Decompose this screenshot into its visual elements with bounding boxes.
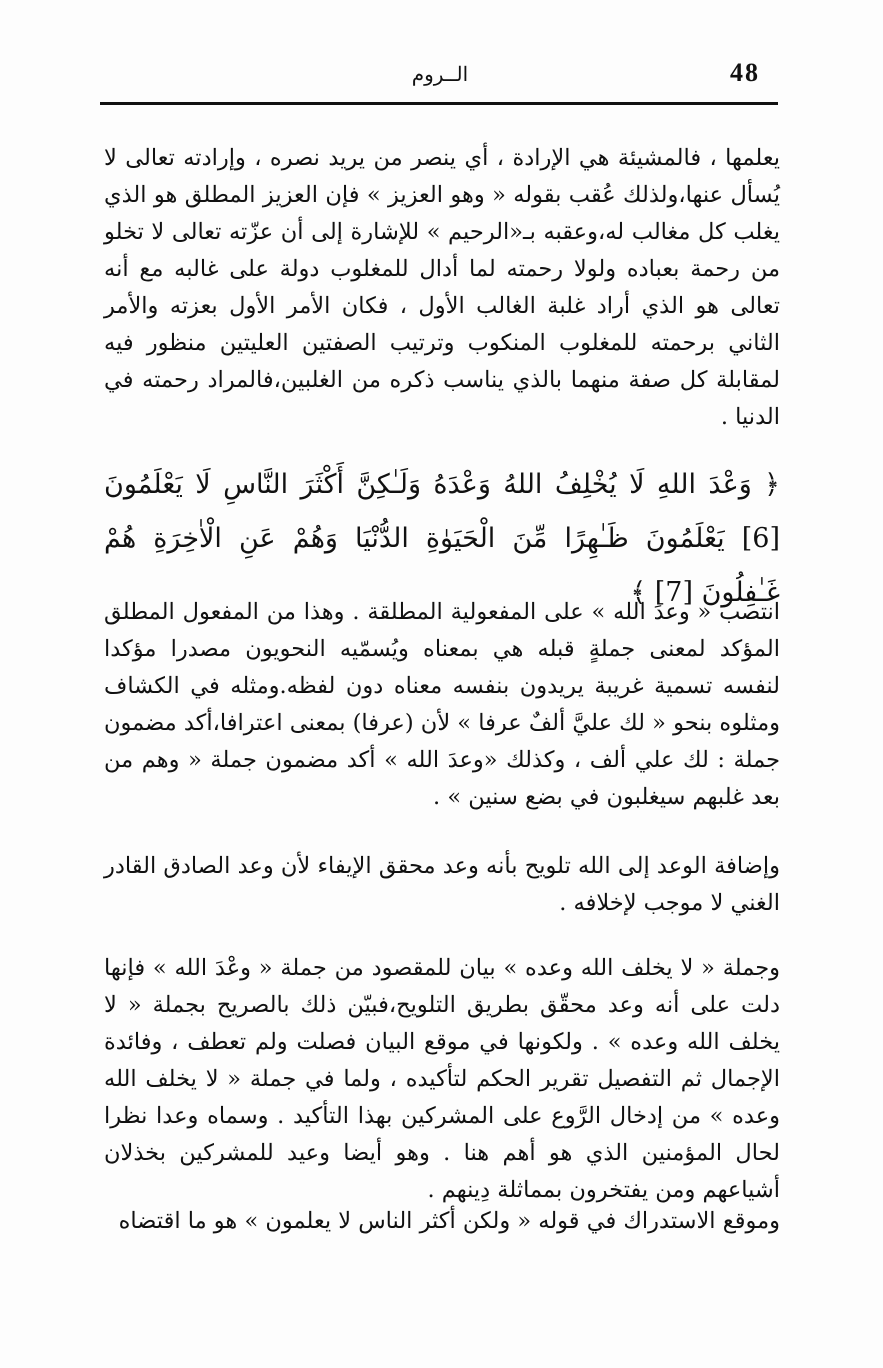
page-number: 48 [730, 58, 760, 87]
paragraph-commentary-1: يعلمها ، فالمشيئة هي الإرادة ، أي ينصر من يريد نصره ، وإرادته تعالى لا يُسأل عنها،ولذلك عُقب بقوله « وهو العزيز » فإن العزيز المطلق هو الذي يغلب كل مغالب له،وعقبه بـ«الرحيم » للإشارة إلى أن عزّته تعالى لا تخلو من رحمة بعباده ولولا رحمته لما أدال للمغلوب دولة على غالبه مع أنه تعالى هو الذي أراد غلبة الغالب الأول ، فكان الأمر الأول بعزته والأمر الثاني برحمته للمغلوب المنكوب وترتيب الصفتين العليتين منظور فيه لمقابلة كل صفة منهما بالذي يناسب ذكره من الغلبين،فالمراد رحمته في الدنيا . [104, 145, 780, 430]
paragraph-commentary-4: وجملة « لا يخلف الله وعده » بيان للمقصود من جملة « وعْدَ الله » فإنها دلت على أنه وعد محقّق بطريق التلويح،فبيّن ذلك بالصريح بجملة « لا يخلف الله وعده » . ولكونها في موقع البيان فصلت ولم تعطف ، وفائدة الإجمال ثم التفصيل تقرير الحكم لتأكيده ، ولما في جملة « لا يخلف الله وعده » من إدخال الرَّوع على المشركين بهذا التأكيد . وسماه وعدا نظرا لحال المؤمنين الذي هو أهم هنا . وهو أيضا وعيد للمشركين بخذلان أشياعهم ومن يفتخرون بمماثلة دِينهم . [104, 955, 780, 1203]
running-head: الــروم [411, 62, 469, 86]
paragraph-commentary-3: وإضافة الوعد إلى الله تلويح بأنه وعد محقق الإيفاء لأن وعد الصادق القادر الغني لا موجب لإخلافه . [104, 853, 780, 916]
paragraph-commentary-5: وموقع الاستدراك في قوله « ولكن أكثر الناس لا يعلمون » هو ما اقتضاه [118, 1208, 780, 1234]
quran-verse: ﴿ وَعْدَ اللهِ لَا يُخْلِفُ اللهُ وَعْدَهُ وَلَـٰكِنَّ أَكْثَرَ النَّاسِ لَا يَعْلَمُونَ [6] يَعْلَمُونَ ظَـٰهِرًا مِّنَ الْحَيَوٰةِ الدُّنْيَا وَهُمْ عَنِ الْاٰخِرَةِ هُمْ غَـٰفِلُونَ [7] ﴾ [104, 469, 780, 608]
page-header [100, 56, 780, 102]
paragraph-commentary-2: انتصب « وعدَ الله » على المفعولية المطلقة . وهذا من المفعول المطلق المؤكد لمعنى جملةٍ قبله هي بمعناه ويُسمّيه النحويون مصدرا مؤكدا لنفسه تسمية غريبة يريدون بنفسه معناه دون لفظه.ومثله في الكشاف ومثلوه بنحو « لك عليَّ ألفٌ عرفا » لأن (عرفا) بمعنى اعترافا،أكد مضمون جملة : لك علي ألف ، وكذلك «وعدَ الله » أكد مضمون جملة « وهم من بعد غلبهم سيغلبون في بضع سنين » . [104, 599, 780, 810]
header-rule [100, 102, 778, 105]
